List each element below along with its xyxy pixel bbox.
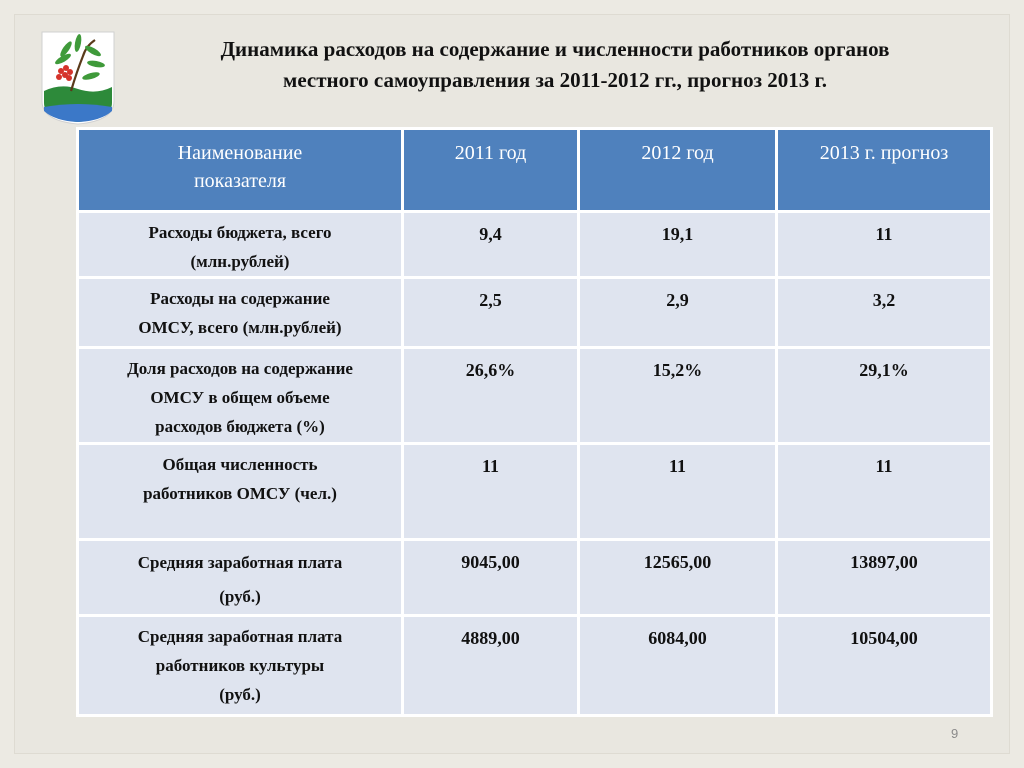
table-header-row: [78, 129, 992, 212]
label-line: (руб.): [219, 587, 261, 606]
cell-2011: 2,5: [403, 278, 579, 348]
label-line: Расходы на содержание: [150, 289, 330, 308]
label-line: ОМСУ, всего (млн.рублей): [138, 318, 342, 337]
cell-2013: 13897,00: [777, 540, 992, 616]
table-row: [78, 278, 992, 348]
page-title: [120, 34, 990, 96]
coat-of-arms-icon: [41, 31, 115, 125]
table-row: [78, 212, 992, 278]
title-line-2: местного самоуправления за 2011-2012 гг., прогноз 2013 г.: [283, 68, 827, 92]
expenses-table: [76, 127, 993, 717]
table-row: [78, 540, 992, 616]
label-line: ОМСУ в общем объеме: [150, 388, 330, 407]
cell-2011: 9045,00: [403, 540, 579, 616]
row-label: [78, 444, 403, 540]
label-line: Доля расходов на содержание: [127, 359, 353, 378]
column-header-indicator: [78, 129, 403, 212]
column-header-2012: 2012 год: [579, 129, 777, 212]
label-line: Расходы бюджета, всего: [148, 223, 332, 242]
header-line: Наименование: [177, 142, 303, 164]
label-line: работников культуры: [155, 656, 325, 675]
label-line: (млн.рублей): [190, 252, 290, 271]
table-row: [78, 348, 992, 444]
cell-2011: 26,6%: [403, 348, 579, 444]
table-row: [78, 444, 992, 540]
row-label: [78, 212, 403, 278]
row-label: [78, 348, 403, 444]
cell-2011: 4889,00: [403, 616, 579, 716]
cell-2011: 11: [403, 444, 579, 540]
label-line: Средняя заработная плата: [137, 553, 343, 572]
cell-2012: 12565,00: [579, 540, 777, 616]
cell-2012: 15,2%: [579, 348, 777, 444]
label-line: Общая численность: [162, 455, 318, 474]
cell-2012: 2,9: [579, 278, 777, 348]
cell-2013: 11: [777, 212, 992, 278]
cell-2013: 11: [777, 444, 992, 540]
label-line: Средняя заработная плата: [137, 627, 343, 646]
row-label: [78, 278, 403, 348]
label-line: (руб.): [219, 685, 261, 704]
cell-2012: 6084,00: [579, 616, 777, 716]
table-row: [78, 616, 992, 716]
page-number: 9: [951, 726, 959, 741]
header-line: показателя: [193, 170, 287, 192]
title-line-1: Динамика расходов на содержание и численности работников органов: [220, 37, 890, 61]
cell-2013: 10504,00: [777, 616, 992, 716]
column-header-2013: 2013 г. прогноз: [777, 129, 992, 212]
label-line: работников ОМСУ (чел.): [143, 484, 337, 503]
cell-2013: 3,2: [777, 278, 992, 348]
cell-2012: 11: [579, 444, 777, 540]
cell-2012: 19,1: [579, 212, 777, 278]
row-label: [78, 540, 403, 616]
column-header-2011: 2011 год: [403, 129, 579, 212]
cell-2013: 29,1%: [777, 348, 992, 444]
cell-2011: 9,4: [403, 212, 579, 278]
label-line: расходов бюджета (%): [155, 417, 325, 436]
row-label: [78, 616, 403, 716]
